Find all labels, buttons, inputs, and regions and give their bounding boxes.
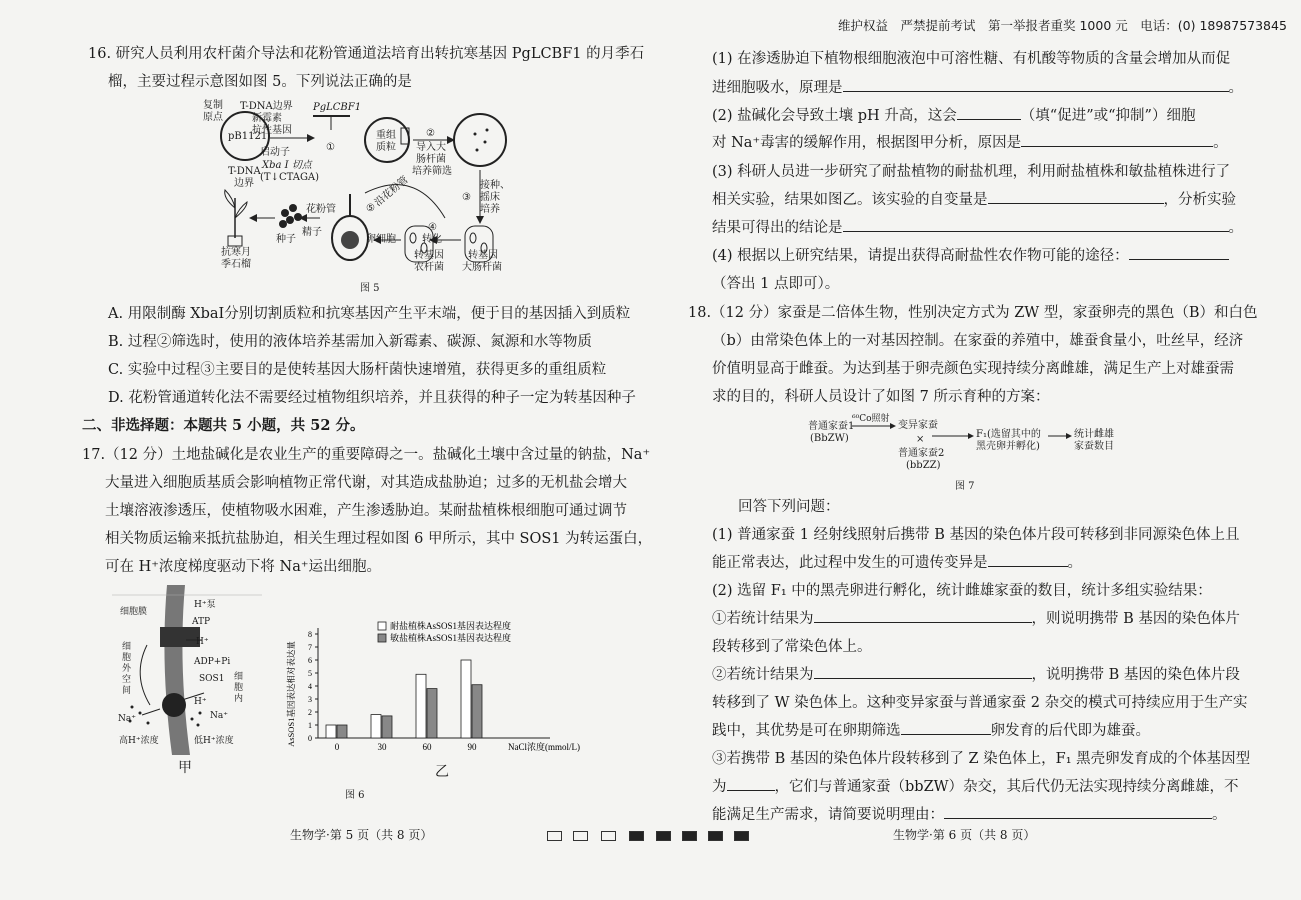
jia-label: ADP+Pi [194,657,231,667]
q18-line4: 求的目的，科研人员设计了如图 7 所示育种的方案： [712,389,1050,405]
fig5-label: 培养筛选 [412,166,452,177]
flow-label: 家蚕数目 [1074,441,1114,452]
q18-p1-line2: 能正常表达，此过程中发生的可遗传变异是 。 [712,549,1082,577]
q18-c3-line3: 能满足生产需求，请简要说明理由： 。 [712,801,1227,829]
y-tick-label: 7 [308,643,312,652]
y-tick-label: 2 [308,708,312,717]
bar-tolerant [416,674,426,738]
fig5-label: T-DNA [228,166,261,177]
y-tick-label: 6 [308,656,312,665]
fig5-label: 抗性基因 [252,125,292,136]
y-tick-label: 4 [308,682,312,691]
fig5-label: 季石榴 [221,259,251,270]
fig5-label: 大肠杆菌 [462,262,502,273]
jia-label: H⁺ [196,637,209,647]
bar-tolerant [326,725,336,738]
figure-6-yi-chart [280,612,620,764]
q16-option-a: A. 用限制酶 XbaⅠ分别切割质粒和抗寒基因产生平末端，便于目的基因插入到质粒 [108,306,631,322]
fig5-label: T-DNA边界 [240,101,293,112]
fig5-label: 沿花粉管 [372,174,411,209]
fig5-label: 转化 [422,234,442,245]
fig5-label: 复制 [203,100,223,111]
q16-option-d: D. 花粉管通道转化法不需要经过植物组织培养，并且获得的种子一定为转基因种子 [108,390,636,406]
fig5-label: PgLCBF1 [313,102,362,113]
flow-label: ⁶⁰Co照射 [852,414,890,424]
fig5-label: 接种、 [480,180,510,191]
jia-label: 低H⁺浓度 [194,736,234,746]
fig5-label: ④ [428,222,437,233]
q17-p1-line2: 进细胞吸水，原理是 。 [712,74,1243,102]
y-tick-label: 0 [308,734,312,743]
flow-label: 普通家蚕2 [898,448,945,459]
q17-p3-line2: 相关实验，结果如图乙。该实验的自变量是 ，分析实验 [712,186,1236,214]
y-tick-label: 5 [308,669,312,678]
h-pump [160,627,200,647]
fig5-label: 转基因 [468,250,498,261]
x-axis-label: NaCl浓度(mmol/L) [508,742,580,752]
q16-line2: 榴，主要过程示意图如图 5。下列说法正确的是 [108,74,412,90]
q17-p3-line1: (3) 科研人员进一步研究了耐盐植物的耐盐机理，利用耐盐植株和敏盐植株进行了 [712,164,1231,180]
legend-label: 敏盐植株AsSOS1基因表达程度 [390,633,512,643]
footer-left: 生物学·第 5 页（共 8 页） [290,828,433,842]
y-tick-label: 3 [308,695,312,704]
fig5-label: (T↓CTAGA) [260,172,320,183]
yi-caption: 乙 [435,764,449,780]
x-tick-label: 30 [377,742,387,752]
fig5-label: 肠杆菌 [416,154,446,165]
flow-label: × [916,434,925,445]
jia-caption: 甲 [178,760,192,776]
q17-line3: 土壤溶液渗透压，使植物吸水困难，产生渗透胁迫。某耐盐植株根细胞可通过调节 [105,503,627,519]
q18-line1: 18.（12 分）家蚕是二倍体生物，性别决定方式为 ZW 型，家蚕卵壳的黑色（B）和白色 [688,305,1258,321]
fig5-label: 转基因 [414,250,444,261]
x-tick-label: 90 [467,742,477,752]
q17-p2-line2: 对 Na⁺毒害的缓解作用，根据图甲分析，原因是 。 [712,129,1228,157]
flow-label: (BbZW) [810,433,849,444]
q18-line3: 价值明显高于雌蚕。为达到基于卵壳颜色实现持续分离雌雄，满足生产上对雄蚕需 [712,361,1234,377]
q16-option-b: B. 过程②筛选时，使用的液体培养基需加入新霉素、碳源、氮源和水等物质 [108,334,592,350]
jia-label: Na⁺ [210,711,228,721]
q18-c2-line1: ②若统计结果为 ，说明携带 B 基因的染色体片段 [712,661,1240,689]
fig5-label: 花粉管 [306,204,336,215]
page-mark [682,831,697,841]
q17-p4-line1: (4) 根据以上研究结果，请提出获得高耐盐性农作物可能的途径： [712,242,1229,270]
q16-line1: 16. 研究人员利用农杆菌介导法和花粉管通道法培育出转抗寒基因 PgLCBF1 的月季石 [88,46,645,62]
legend-label: 耐盐植株AsSOS1基因表达程度 [390,621,512,631]
page-mark [547,831,562,841]
jia-label: 细胞外空间 [122,642,132,696]
bar-tolerant [461,660,471,738]
bar-sensitive [427,689,437,738]
q18-c3-line2: 为 ，它们与普通家蚕（bbZW）杂交，其后代仍无法实现持续分离雌雄，不 [712,773,1239,801]
legend-swatch [378,622,386,630]
fig5-label: 质粒 [376,142,396,153]
q18-c3-line1: ③若携带 B 基因的染色体片段转移到了 Z 染色体上，F₁ 黑壳卵发育成的个体基因型 [712,751,1251,767]
jia-label: Na⁺ [118,714,136,724]
y-tick-label: 1 [308,721,312,730]
page-mark [629,831,644,841]
fig5-label: 导入大 [416,142,446,153]
legend-swatch [378,634,386,642]
fig5-label: Xba I 切点 [262,160,312,171]
q18-line2: （b）由常染色体上的一对基因控制。在家蚕的养殖中，雄蚕食量小，吐丝早，经济 [712,333,1244,349]
fig5-label: 种子 [276,234,296,245]
page-mark [734,831,749,841]
section-2-heading: 二、非选择题：本题共 5 小题，共 52 分。 [82,417,365,434]
chart-plot [286,620,580,752]
fig5-label: 启动子 [260,147,290,158]
q17-p3-line3: 结果可得出的结论是 。 [712,214,1243,242]
q17-line1: 17.（12 分）土地盐碱化是农业生产的重要障碍之一。盐碱化土壤中含过量的钠盐，Na⁺ [82,447,651,463]
q17-line4: 相关物质运输来抵抗盐胁迫，相关生理过程如图 6 甲所示，其中 SOS1 为转运蛋白， [105,531,653,547]
q17-p1-line1: (1) 在渗透胁迫下植物根细胞液泡中可溶性糖、有机酸等物质的含量会增加从而促 [712,51,1231,67]
page-mark [708,831,723,841]
q16-option-c: C. 实验中过程③主要目的是使转基因大肠杆菌快速增殖，获得更多的重组质粒 [108,362,607,378]
jia-label: H⁺泵 [194,600,216,610]
fig5-label: 重组 [376,130,396,141]
jia-label: H⁺ [194,697,207,707]
q18-p1-line1: (1) 普通家蚕 1 经射线照射后携带 B 基因的染色体片段可转移到非同源染色体上且 [712,527,1240,543]
q17-line2: 大量进入细胞质基质会影响植物正常代谢，对其造成盐胁迫；过多的无机盐会增大 [105,475,627,491]
fig5-label: ③ [462,192,471,203]
fig5-label: ② [426,128,435,139]
x-tick-label: 60 [422,742,432,752]
flow-label: F₁(选留其中的 [976,429,1041,440]
y-tick-label: 8 [308,630,312,639]
fig5-label: 抗寒月 [221,247,251,258]
flow-label: 统计雌雄 [1074,429,1114,440]
page-mark [656,831,671,841]
page-mark [573,831,588,841]
figure-5-caption: 图 5 [360,283,380,294]
fig5-label: 边界 [234,178,254,189]
fig5-label: ⑤ [366,203,375,214]
petri-dish [454,114,506,166]
q17-p4-line2: （答出 1 点即可）。 [712,276,840,292]
jia-label: 高H⁺浓度 [119,736,159,746]
flow-label: 普通家蚕1 [808,421,855,432]
figure-6-caption: 图 6 [345,790,365,801]
x-tick-label: 0 [334,742,340,752]
q18-c2-line2: 转移到了 W 染色体上。这种变异家蚕与普通家蚕 2 杂交的模式可持续应用于生产实 [712,695,1248,711]
fig5-label: ① [326,142,335,153]
jia-label: 细胞膜 [120,607,148,617]
bar-sensitive [472,685,482,738]
cell-membrane-band [164,585,190,755]
flow-label: (bbZZ) [906,460,941,471]
fig5-label: 农杆菌 [414,262,444,273]
q17-line5: 可在 H⁺浓度梯度驱动下将 Na⁺运出细胞。 [105,559,382,575]
jia-label: ATP [192,617,211,627]
sos1-transporter [162,693,186,717]
fig5-label: 培养 [480,204,500,215]
bar-sensitive [337,725,347,738]
bar-sensitive [382,716,392,738]
q18-p2: (2) 选留 F₁ 中的黑壳卵进行孵化，统计雌雄家蚕的数目，统计多组实验结果： [712,583,1212,599]
fig5-label: 精子 [302,227,322,238]
fig5-label: pB1121 [228,131,268,142]
jia-label: 细胞内 [234,672,244,704]
fig5-label: 摇床 [480,192,500,203]
fig5-label: 原点 [203,112,223,123]
flow-label: 变异家蚕 [898,420,938,431]
exam-header: 维护权益 严禁提前考试 第一举报者重奖 1000 元 电话：(0) 18987573845 [838,18,1287,33]
bar-tolerant [371,715,381,738]
y-axis-label: AsSOS1基因表达相对表达量 [286,641,296,747]
flow-label: 黑壳卵并孵化) [976,441,1040,452]
q18-c1-line1: ①若统计结果为 ，则说明携带 B 基因的染色体片 [712,605,1240,633]
q18-ask: 回答下列问题： [738,499,840,515]
q17-p2-line1: (2) 盐碱化会导致土壤 pH 升高，这会 （填“促进”或“抑制”）细胞 [712,102,1195,130]
q18-c2-line3: 践中，其优势是可在卵期筛选 卵发育的后代即为雄蚕。 [712,717,1150,745]
figure-7-caption: 图 7 [955,481,975,492]
page-mark [601,831,616,841]
footer-right: 生物学·第 6 页（共 8 页） [893,828,1036,842]
q18-c1-line2: 段转移到了常染色体上。 [712,639,872,655]
fig5-label: 新霉素 [252,113,282,124]
jia-label: SOS1 [199,674,225,684]
fig5-label: 卵细胞 [366,234,396,245]
